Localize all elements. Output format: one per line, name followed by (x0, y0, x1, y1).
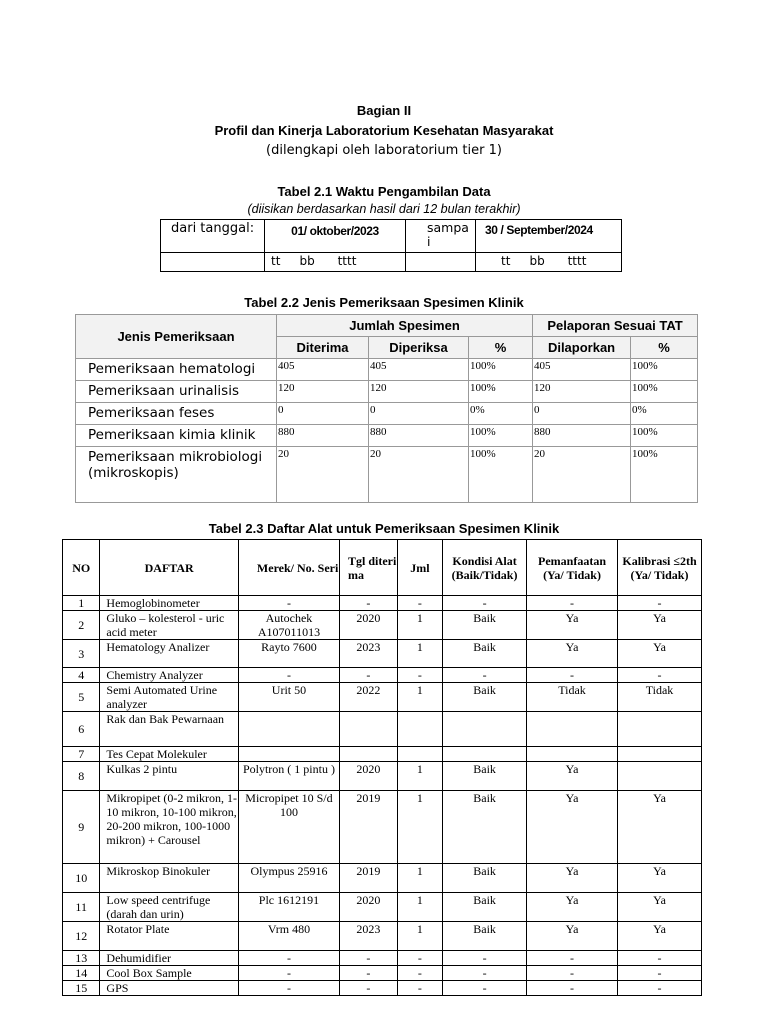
dilaporkan-cell: 405 (533, 359, 631, 381)
pemanfaatan-cell: - (527, 668, 618, 683)
no-cell: 11 (63, 893, 100, 922)
pemanfaatan-cell: Tidak (527, 683, 618, 712)
jml-cell: 1 (397, 791, 442, 864)
daftar-cell: Chemistry Analyzer (100, 668, 239, 683)
diperiksa-cell: 880 (369, 425, 469, 447)
kondisi-cell: Baik (443, 791, 527, 864)
kondisi-cell: Baik (443, 683, 527, 712)
diperiksa-cell: 20 (369, 447, 469, 503)
pct1-cell: 100% (469, 381, 533, 403)
pemanfaatan-cell: Ya (527, 762, 618, 791)
table-row (63, 981, 702, 996)
kalibrasi-cell (618, 747, 702, 762)
kalibrasi-cell: - (618, 966, 702, 981)
header-kalibrasi: Kalibrasi ≤2th (Ya/ Tidak) (618, 540, 702, 596)
merek-cell: Rayto 7600 (238, 640, 339, 668)
tgl-cell: - (340, 951, 398, 966)
kalibrasi-cell: Ya (618, 791, 702, 864)
pct2-cell: 100% (631, 359, 698, 381)
pemanfaatan-cell: - (527, 596, 618, 611)
tgl-cell: 2023 (340, 640, 398, 668)
no-cell: 10 (63, 864, 100, 893)
table-row (63, 762, 702, 791)
kondisi-cell: - (443, 596, 527, 611)
no-cell: 12 (63, 922, 100, 951)
pemanfaatan-cell: - (527, 951, 618, 966)
no-cell: 2 (63, 611, 100, 640)
to-date-format: tt bb tttt (476, 253, 622, 272)
merek-cell: Plc 1612191 (238, 893, 339, 922)
header-jenis: Jenis Pemeriksaan (76, 315, 277, 359)
tgl-cell (340, 747, 398, 762)
from-date-value: 01/ oktober/2023 (265, 220, 406, 253)
jml-cell: 1 (397, 762, 442, 791)
pct1-cell: 100% (469, 425, 533, 447)
daftar-cell: GPS (100, 981, 239, 996)
jml-cell: 1 (397, 611, 442, 640)
daftar-cell: Low speed centrifuge (darah dan urin) (100, 893, 239, 922)
no-cell: 5 (63, 683, 100, 712)
tgl-cell: - (340, 668, 398, 683)
daftar-cell: Rak dan Bak Pewarnaan (100, 712, 239, 747)
daftar-cell: Hemoglobinometer (100, 596, 239, 611)
merek-cell: Olympus 25916 (238, 864, 339, 893)
pemanfaatan-cell: - (527, 966, 618, 981)
pemanfaatan-cell: Ya (527, 611, 618, 640)
header-pct1: % (469, 337, 533, 359)
pemanfaatan-cell: Ya (527, 791, 618, 864)
jml-cell: - (397, 951, 442, 966)
daftar-cell: Gluko – kolesterol - uric acid meter (100, 611, 239, 640)
jml-cell: 1 (397, 864, 442, 893)
merek-cell: Polytron ( 1 pintu ) (238, 762, 339, 791)
merek-cell: - (238, 951, 339, 966)
daftar-cell: Mikroskop Binokuler (100, 864, 239, 893)
kalibrasi-cell: Tidak (618, 683, 702, 712)
diterima-cell: 120 (277, 381, 369, 403)
pemanfaatan-cell: Ya (527, 893, 618, 922)
kalibrasi-cell: - (618, 668, 702, 683)
table-row (63, 712, 702, 747)
header-merek: Merek/ No. Seri (238, 540, 339, 596)
kondisi-cell: - (443, 981, 527, 996)
kondisi-cell: Baik (443, 893, 527, 922)
page-subtitle: (dilengkapi oleh laboratorium tier 1) (266, 143, 502, 158)
pct2-cell: 100% (631, 425, 698, 447)
table-row (63, 791, 702, 864)
kalibrasi-cell: - (618, 951, 702, 966)
table21-note: (diisikan berdasarkan hasil dari 12 bulan terakhir) (247, 202, 521, 216)
kondisi-cell: - (443, 966, 527, 981)
no-cell: 14 (63, 966, 100, 981)
diterima-cell: 880 (277, 425, 369, 447)
pct1-cell: 100% (469, 447, 533, 503)
from-label: dari tanggal: (161, 220, 265, 253)
equipment-table (62, 539, 702, 996)
table21-title: Tabel 2.1 Waktu Pengambilan Data (277, 184, 491, 199)
tgl-cell: - (340, 966, 398, 981)
kondisi-cell: Baik (443, 611, 527, 640)
kalibrasi-cell: Ya (618, 611, 702, 640)
diperiksa-cell: 405 (369, 359, 469, 381)
jml-cell: 1 (397, 922, 442, 951)
kalibrasi-cell: Ya (618, 640, 702, 668)
kalibrasi-cell: Ya (618, 922, 702, 951)
daftar-cell: Hematology Analizer (100, 640, 239, 668)
jml-cell: 1 (397, 683, 442, 712)
to-date-value: 30 / September/2024 (476, 220, 622, 253)
tgl-cell: 2022 (340, 683, 398, 712)
to-label: sampa i (406, 220, 476, 253)
table-row (63, 640, 702, 668)
no-cell: 7 (63, 747, 100, 762)
kondisi-cell (443, 747, 527, 762)
daftar-cell: Kulkas 2 pintu (100, 762, 239, 791)
table-row (76, 447, 698, 503)
tgl-cell: - (340, 596, 398, 611)
merek-cell: Vrm 480 (238, 922, 339, 951)
table-row (63, 611, 702, 640)
tgl-cell: 2020 (340, 893, 398, 922)
empty-cell (406, 253, 476, 272)
exam-name: Pemeriksaan hematologi (76, 359, 277, 381)
table-row (76, 403, 698, 425)
merek-cell: Autochek A107011013 (238, 611, 339, 640)
jml-cell: - (397, 981, 442, 996)
no-cell: 9 (63, 791, 100, 864)
merek-cell: - (238, 966, 339, 981)
exam-name: Pemeriksaan urinalisis (76, 381, 277, 403)
header-diterima: Diterima (277, 337, 369, 359)
table-row (63, 596, 702, 611)
no-cell: 15 (63, 981, 100, 996)
header-dilaporkan: Dilaporkan (533, 337, 631, 359)
header-no: NO (63, 540, 100, 596)
kalibrasi-cell: - (618, 981, 702, 996)
no-cell: 4 (63, 668, 100, 683)
kondisi-cell: Baik (443, 864, 527, 893)
kalibrasi-cell (618, 712, 702, 747)
header-tgl: Tgl diteri ma (340, 540, 398, 596)
dilaporkan-cell: 880 (533, 425, 631, 447)
diperiksa-cell: 120 (369, 381, 469, 403)
merek-cell: - (238, 668, 339, 683)
dilaporkan-cell: 0 (533, 403, 631, 425)
exam-name: Pemeriksaan kimia klinik (76, 425, 277, 447)
table-row (63, 683, 702, 712)
merek-cell: Micropipet 10 S/d 100 (238, 791, 339, 864)
part-heading: Bagian II (356, 103, 412, 118)
header-diperiksa: Diperiksa (369, 337, 469, 359)
kalibrasi-cell: - (618, 596, 702, 611)
table-row (76, 381, 698, 403)
pemanfaatan-cell (527, 747, 618, 762)
daftar-cell: Cool Box Sample (100, 966, 239, 981)
kalibrasi-cell (618, 762, 702, 791)
kondisi-cell: Baik (443, 640, 527, 668)
header-jml: Jml (397, 540, 442, 596)
diterima-cell: 405 (277, 359, 369, 381)
table23-title: Tabel 2.3 Daftar Alat untuk Pemeriksaan Spesimen Klinik (208, 521, 560, 536)
jml-cell: - (397, 668, 442, 683)
data-period-table (160, 219, 622, 272)
merek-cell (238, 712, 339, 747)
no-cell: 13 (63, 951, 100, 966)
header-pct2: % (631, 337, 698, 359)
empty-cell (161, 253, 265, 272)
table-row (76, 425, 698, 447)
kondisi-cell: - (443, 668, 527, 683)
table-row (76, 359, 698, 381)
no-cell: 3 (63, 640, 100, 668)
exam-name: Pemeriksaan mikrobiologi (mikroskopis) (76, 447, 277, 503)
tgl-cell: 2020 (340, 762, 398, 791)
tgl-cell: - (340, 981, 398, 996)
pct1-cell: 0% (469, 403, 533, 425)
header-pelaporan: Pelaporan Sesuai TAT (533, 315, 698, 337)
pct2-cell: 0% (631, 403, 698, 425)
jml-cell (397, 712, 442, 747)
pemanfaatan-cell: Ya (527, 922, 618, 951)
kondisi-cell (443, 712, 527, 747)
page-title: Profil dan Kinerja Laboratorium Kesehatan Masyarakat (214, 123, 554, 138)
pct2-cell: 100% (631, 447, 698, 503)
tgl-cell: 2020 (340, 611, 398, 640)
table-row (63, 966, 702, 981)
table22-title: Tabel 2.2 Jenis Pemeriksaan Spesimen Klinik (244, 295, 524, 310)
table-row (63, 951, 702, 966)
merek-cell: - (238, 981, 339, 996)
no-cell: 8 (63, 762, 100, 791)
pemanfaatan-cell (527, 712, 618, 747)
dilaporkan-cell: 20 (533, 447, 631, 503)
jml-cell (397, 747, 442, 762)
exam-name: Pemeriksaan feses (76, 403, 277, 425)
daftar-cell: Dehumidifier (100, 951, 239, 966)
no-cell: 6 (63, 712, 100, 747)
table-row (63, 864, 702, 893)
merek-cell (238, 747, 339, 762)
daftar-cell: Semi Automated Urine analyzer (100, 683, 239, 712)
tgl-cell (340, 712, 398, 747)
pct1-cell: 100% (469, 359, 533, 381)
diterima-cell: 0 (277, 403, 369, 425)
table-row (63, 893, 702, 922)
pct2-cell: 100% (631, 381, 698, 403)
jml-cell: - (397, 596, 442, 611)
specimen-exam-table (75, 314, 698, 503)
kondisi-cell: Baik (443, 922, 527, 951)
header-daftar: DAFTAR (100, 540, 239, 596)
table-row (63, 922, 702, 951)
jml-cell: 1 (397, 640, 442, 668)
kondisi-cell: Baik (443, 762, 527, 791)
kalibrasi-cell: Ya (618, 864, 702, 893)
no-cell: 1 (63, 596, 100, 611)
header-kondisi: Kondisi Alat (Baik/Tidak) (443, 540, 527, 596)
pemanfaatan-cell: Ya (527, 864, 618, 893)
jml-cell: 1 (397, 893, 442, 922)
diterima-cell: 20 (277, 447, 369, 503)
jml-cell: - (397, 966, 442, 981)
diperiksa-cell: 0 (369, 403, 469, 425)
merek-cell: - (238, 596, 339, 611)
kondisi-cell: - (443, 951, 527, 966)
from-date-format: tt bb tttt (265, 253, 406, 272)
pemanfaatan-cell: - (527, 981, 618, 996)
merek-cell: Urit 50 (238, 683, 339, 712)
tgl-cell: 2019 (340, 864, 398, 893)
header-pemanfaatan: Pemanfaatan (Ya/ Tidak) (527, 540, 618, 596)
pemanfaatan-cell: Ya (527, 640, 618, 668)
table-row (63, 668, 702, 683)
daftar-cell: Mikropipet (0-2 mikron, 1-10 mikron, 10-100 mikron, 20-200 mikron, 100-1000 mikron) + Carousel (100, 791, 239, 864)
header-jumlah: Jumlah Spesimen (277, 315, 533, 337)
kalibrasi-cell: Ya (618, 893, 702, 922)
daftar-cell: Tes Cepat Molekuler (100, 747, 239, 762)
tgl-cell: 2023 (340, 922, 398, 951)
tgl-cell: 2019 (340, 791, 398, 864)
dilaporkan-cell: 120 (533, 381, 631, 403)
table-row (63, 747, 702, 762)
daftar-cell: Rotator Plate (100, 922, 239, 951)
